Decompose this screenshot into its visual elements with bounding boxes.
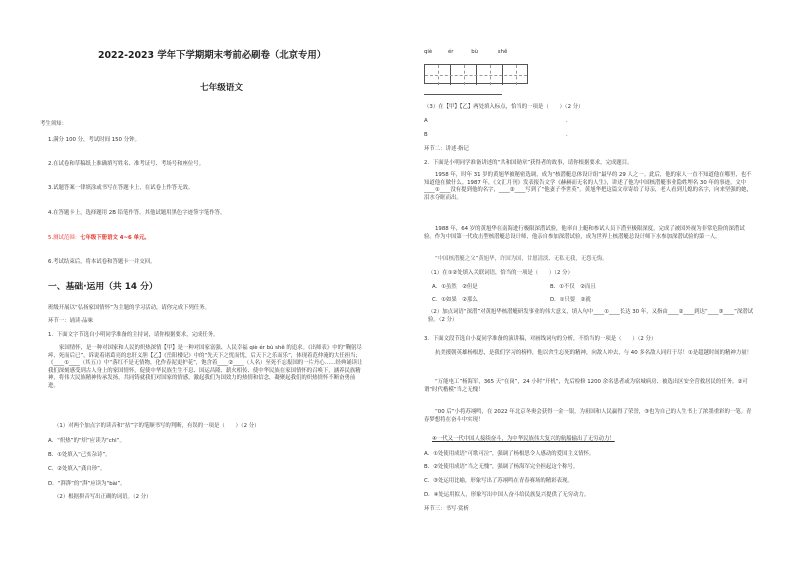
notice-item: 2.在试卷和草稿纸上准确填写姓名、准考证号、考场号和座位号。 (48, 161, 205, 167)
option-b: B．②处使用成语“当之无愧”，强调了杨海军完全担起这个称号。 (424, 464, 579, 470)
answer-line (424, 94, 502, 95)
passage-text: “00 后”小将苏翊鸣，在 2022 年北京冬奥会获得一金一银，为祖国和人民赢得了荣誉，③也为自己的人生书上了浓墨重彩的一笔。青春梦想将在奋斗中实现！ (424, 409, 752, 423)
notice-heading: 考生须知： (40, 121, 67, 127)
sub-question: （1）在①②处填入关联词语，恰当的一项是（ ）（2 分） (428, 270, 573, 276)
grade-subtitle: 七年级语文 (200, 83, 243, 93)
option-a: A (424, 118, 428, 124)
pinyin-syllable: qiè (424, 49, 433, 55)
option-c: B (424, 132, 428, 138)
option-c: C．①如果 ②那么 (432, 297, 478, 303)
notice-item: 4.在答题卡上，选择题用 2B 铅笔作答，其他试题用黑色字迹签字笔作答。 (48, 210, 226, 216)
stage-heading: 环节一：诵读·品味 (48, 318, 93, 324)
passage-text: 家国情怀，是一种对国家和人民的炽热深情【甲】是一种对国家富强、人民幸福 qiè ér bù shě 的追求。《出师表》中的“鞠躬尽瘁，死而后已”，诉说着诸葛亮的忠肝义胆【乙】《岳阳楼记》中的“先天下之忧而忧，后天下之乐而乐”，体现着范仲淹的大任担当；《____①____（其五）》中“落红不是无情物，化作春泥更护花”，饱含着____②____（人名）至死不忘报国的一片丹心……经典诵读让我们深刻感受到古人身上的家国情怀，促使中华民族生生不息、国运昌隆、薪火相传、使中华民族在家国情怀的召唤下，涵养民族精神，将伟大民族精神传承发扬，共同铸就我们对国家的情感，激起我们为国效力的热情和信念，凝聚起我们的炽热情怀不断奋勇前进。 (48, 345, 363, 389)
question-stem: 1．下面文字节选自小明同学准备的主持词，请你根据要求，完成任务。 (48, 332, 219, 338)
option-a: A．①处使用成语“可歌可泣”，强调了杨根思令人感动的爱国主义情怀。 (424, 451, 595, 457)
option-b: ． (566, 118, 572, 124)
sub-question: （3）在【甲】【乙】两处填入标点，恰当的一项是（ ）（2 分） (424, 104, 584, 110)
pinyin-row (424, 49, 507, 57)
stage-heading: 环节三：书写·赏析 (424, 506, 469, 512)
option-d: ． (566, 132, 572, 138)
option-c: C．③处运用比喻，形象写出了苏翊鸣在青春赛场的精彩表现。 (424, 478, 573, 484)
section-heading: 一、基础·运用（共 14 分） (48, 282, 158, 292)
option-a: A．①虽然 ②但是 (432, 284, 478, 290)
scope-label: 5.测试范围： (48, 235, 81, 241)
exam-title: 2022-2023 学年下学期期末考前必刷卷（北京专用） (98, 50, 327, 61)
option-d: D．①只要 ②就 (550, 297, 591, 303)
sub-question: （2）根据拼音写出正确的词语。（2 分） (54, 494, 152, 500)
sub-question: （1）对两个加点字的读音和“拈”字的笔顺书写的判断，有误的一项是（ ）（2 分） (54, 423, 260, 429)
passage-text: 1958 年，时年 31 岁的黄旭华被秘密选调，成为“核潜艇总体设计组”最早的 29 人之一。此后，他的家人一直不知道他在哪里，也不知道他在做什么。1987 年，《文汇月刊》发表报告文学《赫赫而无名的人生》，讲述了他为中国核潜艇事业隐姓埋名 30 年的事迹。文中____①____没有提到他的名字，____②____写到了“他妻子李世英”。黄旭华把这篇文章寄给了母亲，老人看到儿媳的名字，向来坚强的她，泪水夺眶而出。 (424, 172, 752, 201)
scope-value: 七年级下册语文 4~6 单元。 (80, 235, 150, 241)
option-a: A．“炽热”的“炽”应读为“chì”。 (48, 438, 125, 444)
option-d: D．“湃湃”的“湃”应读为“bài”。 (48, 481, 126, 487)
passage-text: 1988 年，64 岁的黄旭华在南海进行极限深潜试验，他率自上艇和参试人员下潜至极限深度，完成了被国外视为非常危险的深潜试验。作为中国第一代攻击型核潜艇总设计师，他亲自参加深潜试验，成为世界上核潜艇总设计师下水参加深潜试验的第一人。 (424, 226, 745, 240)
notice-item: 3.试题答案一律填涂或书写在答题卡上，在试卷上作答无效。 (48, 185, 194, 191)
writing-grid[interactable] (424, 64, 528, 84)
activity-intro: 班级开展以“弘扬家国情怀”为主题的学习活动，请你完成下列任务。 (48, 305, 210, 311)
pinyin-syllable: shě (497, 49, 508, 55)
option-d: D．④处运用拟人，形象写出中国人奋斗给民族复兴提供了无穷动力。 (424, 492, 590, 498)
underlined-sentence: ④一代又一代中国人接续奋斗，为中华民族伟大复兴的航船输出了无穷动力！ (432, 436, 615, 442)
pinyin-syllable: ér (447, 49, 454, 55)
pinyin-syllable: bù (471, 49, 479, 55)
passage-text: 抗美援朝英雄杨根思，是我们学习的榜样，他以舍生忘死的精神，向敌人冲去，与 40 多名敌人同归于尽！①是超越时间的精神力量！ (435, 350, 752, 356)
notice-item-scope (48, 235, 150, 243)
option-b: B．①处填入“己亥杂诗”。 (48, 452, 111, 458)
notice-item: 1.满分 100 分，考试时间 150 分钟。 (48, 137, 140, 143)
quote-text: “中国核潜艇之父”黄旭华，许国为国，甘愿清淡、无私无我，无怨无悔。 (435, 256, 608, 262)
question-stem: 2．下面是小明同学准备讲述的“共和国勋章”获得者的故事，请你根据要求，完成题目。 (424, 160, 633, 166)
stage-heading: 环节二：讲述·指记 (424, 146, 469, 152)
sub-question: （2）加点词语“深潜”对黄旭华核潜艇研发事业的伟大意义，填入句中____①____长达 30 年，又指由____②____到达“____③____”深潜试验。（2 分） (428, 309, 754, 323)
option-c: C．②处填入“龚自珍”。 (48, 466, 106, 472)
notice-item: 6.考试结束后，将本试卷和答题卡一并交回。 (48, 259, 156, 265)
option-b: B．①不仅 ②而且 (550, 284, 596, 290)
passage-text: “万能电工”杨海军，365 天“在岗”，24 小时“开机”，先后检修 1200 余名患者或为宿城病房、被选出区安全营救居民的任务。②可谓“时代楷模”当之无愧！ (424, 379, 748, 393)
question-stem: 3．下面文段节选自小夏同学准备的演讲稿，对画线词句的分析，不恰当的一项是（ ）（2 分） (424, 336, 657, 342)
